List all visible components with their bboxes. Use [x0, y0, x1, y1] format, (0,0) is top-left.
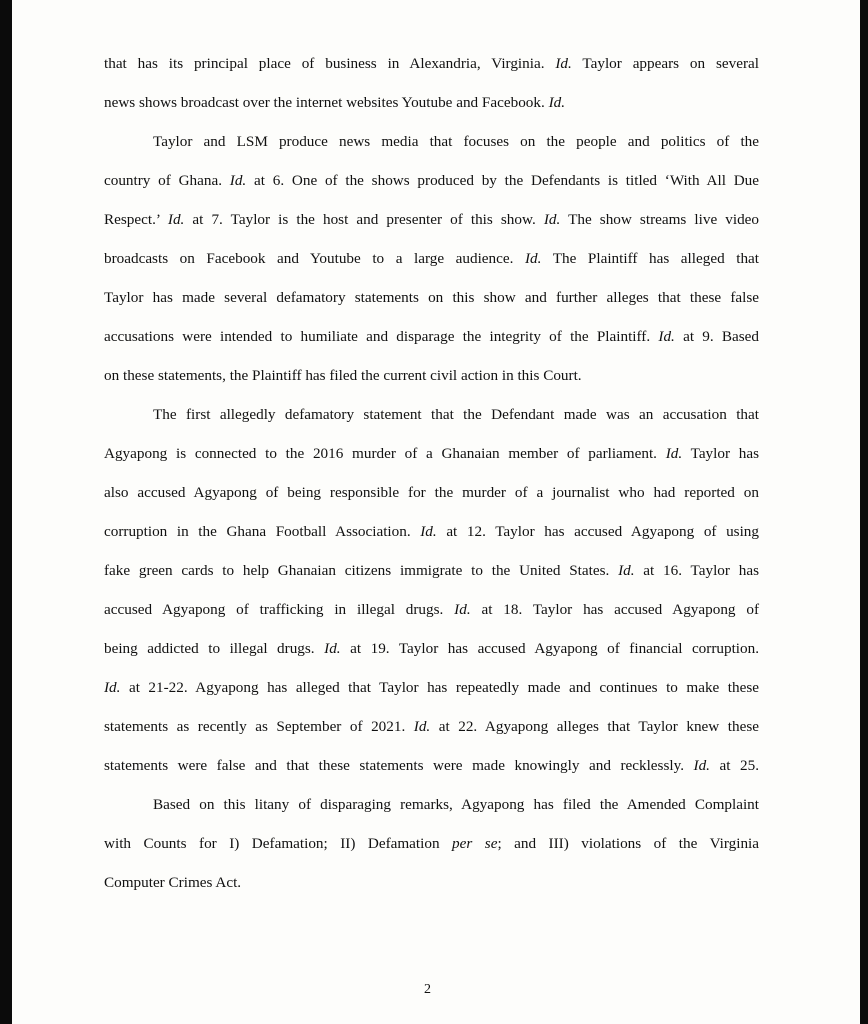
scan-border-left [0, 0, 12, 1024]
scan-border-right [860, 0, 868, 1024]
text-line: Computer Crimes Act. [104, 874, 242, 891]
text-line: that has its principal place of business in Alexandria, Virginia. Id. Taylor appears on several [104, 55, 759, 72]
text-line: corruption in the Ghana Football Association. Id. at 12. Taylor has accused Agyapong of using [104, 523, 759, 540]
text-line: Agyapong is connected to the 2016 murder of a Ghanaian member of parliament. Id. Taylor has [104, 445, 759, 462]
page-number: 2 [424, 982, 431, 997]
text-line: Taylor and LSM produce news media that focuses on the people and politics of the [153, 133, 759, 150]
text-line: news shows broadcast over the internet websites Youtube and Facebook. Id. [104, 94, 566, 111]
text-line: with Counts for I) Defamation; II) Defamation per se; and III) violations of the Virginia [104, 835, 759, 852]
text-line: accusations were intended to humiliate and disparage the integrity of the Plaintiff. Id. at 9. Based [104, 328, 760, 345]
text-line: Based on this litany of disparaging remarks, Agyapong has filed the Amended Complaint [153, 796, 759, 813]
text-line: country of Ghana. Id. at 6. One of the shows produced by the Defendants is titled ‘With All Due [104, 172, 759, 189]
text-line: on these statements, the Plaintiff has filed the current civil action in this Court. [104, 367, 582, 384]
text-line: accused Agyapong of trafficking in illegal drugs. Id. at 18. Taylor has accused Agyapong of [104, 601, 759, 618]
document-page [12, 0, 860, 1024]
text-line: being addicted to illegal drugs. Id. at 19. Taylor has accused Agyapong of financial corruption. [104, 640, 760, 657]
text-line: broadcasts on Facebook and Youtube to a large audience. Id. The Plaintiff has alleged that [104, 250, 759, 267]
text-line: also accused Agyapong of being responsible for the murder of a journalist who had reported on [104, 484, 759, 501]
text-line: Id. at 21-22. Agyapong has alleged that Taylor has repeatedly made and continues to make these [104, 679, 759, 696]
text-line: Taylor has made several defamatory statements on this show and further alleges that these false [104, 289, 759, 306]
text-line: statements as recently as September of 2021. Id. at 22. Agyapong alleges that Taylor knew these [104, 718, 759, 735]
text-line: fake green cards to help Ghanaian citizens immigrate to the United States. Id. at 16. Taylor has [104, 562, 759, 579]
text-line: Respect.’ Id. at 7. Taylor is the host and presenter of this show. Id. The show streams live video [104, 211, 759, 228]
text-line: The first allegedly defamatory statement that the Defendant made was an accusation that [153, 406, 759, 423]
text-line: statements were false and that these statements were made knowingly and recklessly. Id. at 25. [104, 757, 759, 774]
